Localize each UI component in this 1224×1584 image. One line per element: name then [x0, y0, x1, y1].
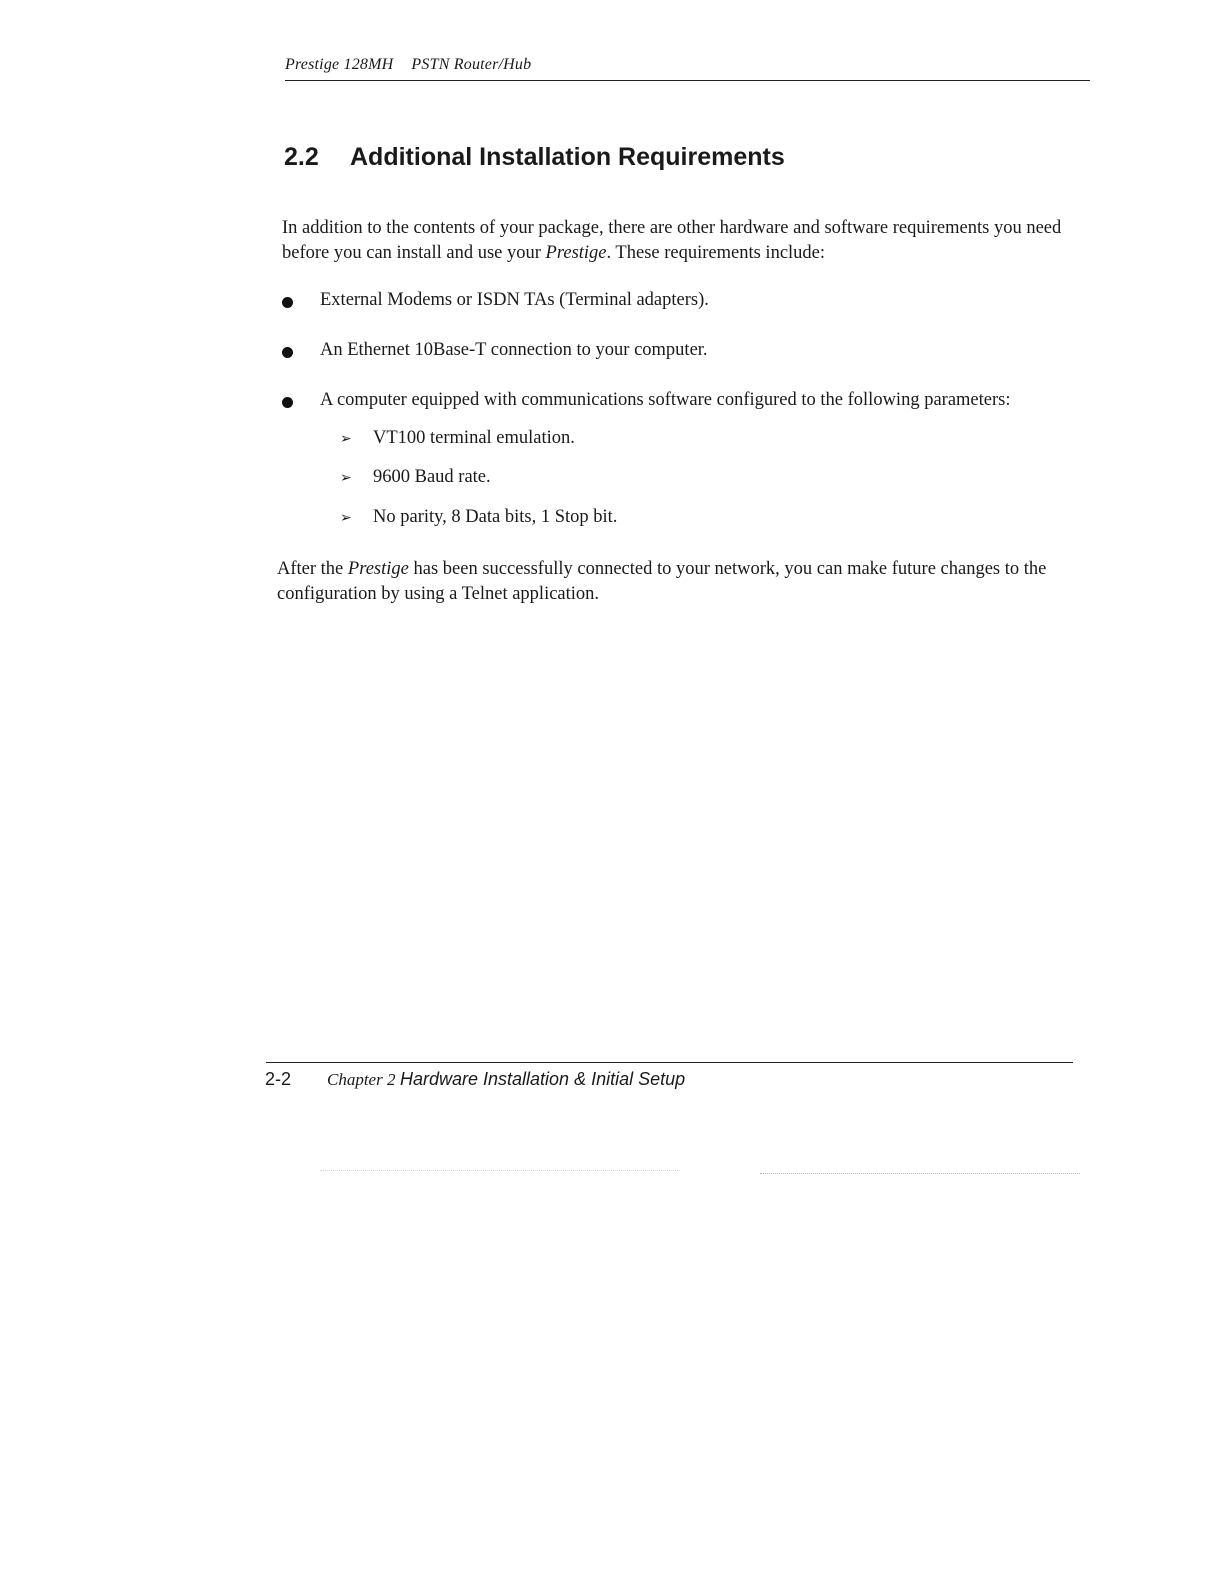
header-product: Prestige 128MH [285, 56, 394, 73]
sub-bullet-text: VT100 terminal emulation. [373, 428, 575, 448]
arrowhead-icon: ➢ [340, 431, 352, 447]
scan-artifact [760, 1173, 1080, 1174]
page-footer [265, 1069, 685, 1090]
section-heading [284, 143, 785, 172]
bullet-icon [282, 397, 293, 408]
closing-paragraph [277, 557, 1087, 607]
bullet-icon [282, 347, 293, 358]
closing-text-end: has been successfully connected to your network, you can make future changes to the configuration by using a Telnet application. [277, 559, 1047, 604]
bullet-text: An Ethernet 10Base-T connection to your computer. [320, 340, 708, 360]
page-number: 2-2 [265, 1069, 292, 1089]
bullet-text: A computer equipped with communications software configured to the following parameters: [320, 390, 1011, 410]
chapter-title: Hardware Installation & Initial Setup [399, 1069, 686, 1089]
scan-artifact [320, 1170, 680, 1171]
header-rule [285, 80, 1090, 81]
running-header [285, 56, 531, 73]
closing-brand: Prestige [347, 559, 409, 579]
intro-text: In addition to the contents of your package, there are other hardware and software requirements you need before you can install and use your [282, 218, 1062, 263]
arrowhead-icon: ➢ [340, 470, 352, 486]
sub-bullet-text: No parity, 8 Data bits, 1 Stop bit. [373, 507, 618, 527]
header-subtitle: PSTN Router/Hub [411, 56, 532, 73]
page-header [285, 56, 1090, 88]
section-number: 2.2 [284, 143, 319, 171]
bullet-text: External Modems or ISDN TAs (Terminal adapters). [320, 290, 709, 310]
chapter-label: Chapter 2 [327, 1070, 396, 1089]
sub-bullet-text: 9600 Baud rate. [373, 467, 491, 487]
footer-rule [266, 1062, 1073, 1063]
intro-text-end: . These requirements include: [606, 243, 826, 263]
intro-brand: Prestige [545, 243, 607, 263]
closing-text: After the [277, 559, 348, 579]
section-title: Additional Installation Requirements [350, 143, 785, 171]
bullet-icon [282, 297, 293, 308]
intro-paragraph [282, 216, 1082, 266]
arrowhead-icon: ➢ [340, 510, 352, 526]
